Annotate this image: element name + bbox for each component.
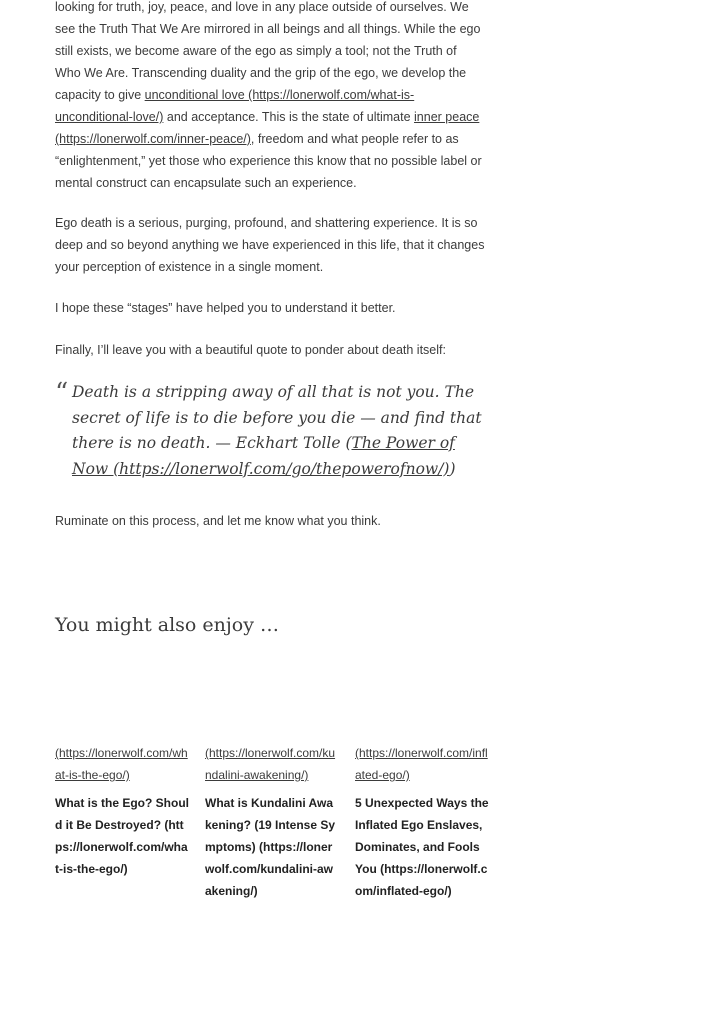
unconditional-love-link[interactable]: unconditional love (https://lonerwolf.com/what-is-unconditional-love/)	[55, 88, 415, 124]
quote-body: Death is a stripping away of all that is not you. The secret of life is to die before you die — and find that there is no death. — Eckhart Tolle (	[72, 383, 482, 452]
inner-peace-link[interactable]: inner peace (https://lonerwolf.com/inner-peace/)	[55, 110, 480, 146]
quote-mark-icon: “	[55, 378, 69, 408]
paragraph-finally: Finally, I’ll leave you with a beautiful quote to ponder about death itself:	[55, 343, 446, 357]
related-card-title[interactable]: What is Kundalini Awakening? (19 Intense Symptoms) (https://lonerwolf.com/kundalini-awakening/)	[205, 796, 336, 898]
related-card-image-link[interactable]: (https://lonerwolf.com/inflated-ego/)	[355, 746, 488, 782]
paragraph-enlightenment	[55, 0, 485, 194]
paragraph-stages: I hope these “stages” have helped you to understand it better.	[55, 301, 396, 315]
related-card	[205, 742, 339, 902]
related-card	[355, 742, 489, 902]
related-card	[55, 742, 189, 880]
eckhart-tolle-quote	[55, 380, 485, 482]
quote-text	[72, 380, 485, 482]
paragraph-ruminate: Ruminate on this process, and let me know what you think.	[55, 514, 381, 528]
related-card-title[interactable]: 5 Unexpected Ways the Inflated Ego Enslaves, Dominates, and Fools You (https://lonerwolf.com/inflated-ego/)	[355, 796, 489, 898]
related-card-image-link[interactable]: (https://lonerwolf.com/kundalini-awakening/)	[205, 746, 336, 782]
related-card-title[interactable]: What is the Ego? Should it Be Destroyed? (https://lonerwolf.com/what-is-the-ego/)	[55, 796, 189, 876]
power-of-now-link[interactable]: The Power of Now (https://lonerwolf.com/go/thepowerofnow/)	[72, 434, 455, 478]
paragraph-text: looking for truth, joy, peace, and love in any place outside of ourselves. We see the Truth That We Are mirrored in all beings and all things. While the ego still exists, we become aware of the ego as simply a tool; not the Truth of Who We Are. Transcending duality and the grip of the ego, we develop the capacity to give	[55, 0, 481, 102]
related-section-title: You might also enjoy …	[55, 614, 279, 636]
quote-close: )	[449, 459, 456, 478]
related-card-image-link[interactable]: (https://lonerwolf.com/what-is-the-ego/)	[55, 746, 188, 782]
paragraph-ego-death: Ego death is a serious, purging, profound, and shattering experience. It is so deep and so beyond anything we have experienced in this life, that it changes your perception of existence in a single moment.	[55, 216, 485, 274]
paragraph-text: , freedom and what people refer to as “enlightenment,” yet those who experience this know that no possible label or mental construct can encapsulate such an experience.	[55, 132, 482, 190]
paragraph-text: and acceptance. This is the state of ultimate	[163, 110, 415, 124]
